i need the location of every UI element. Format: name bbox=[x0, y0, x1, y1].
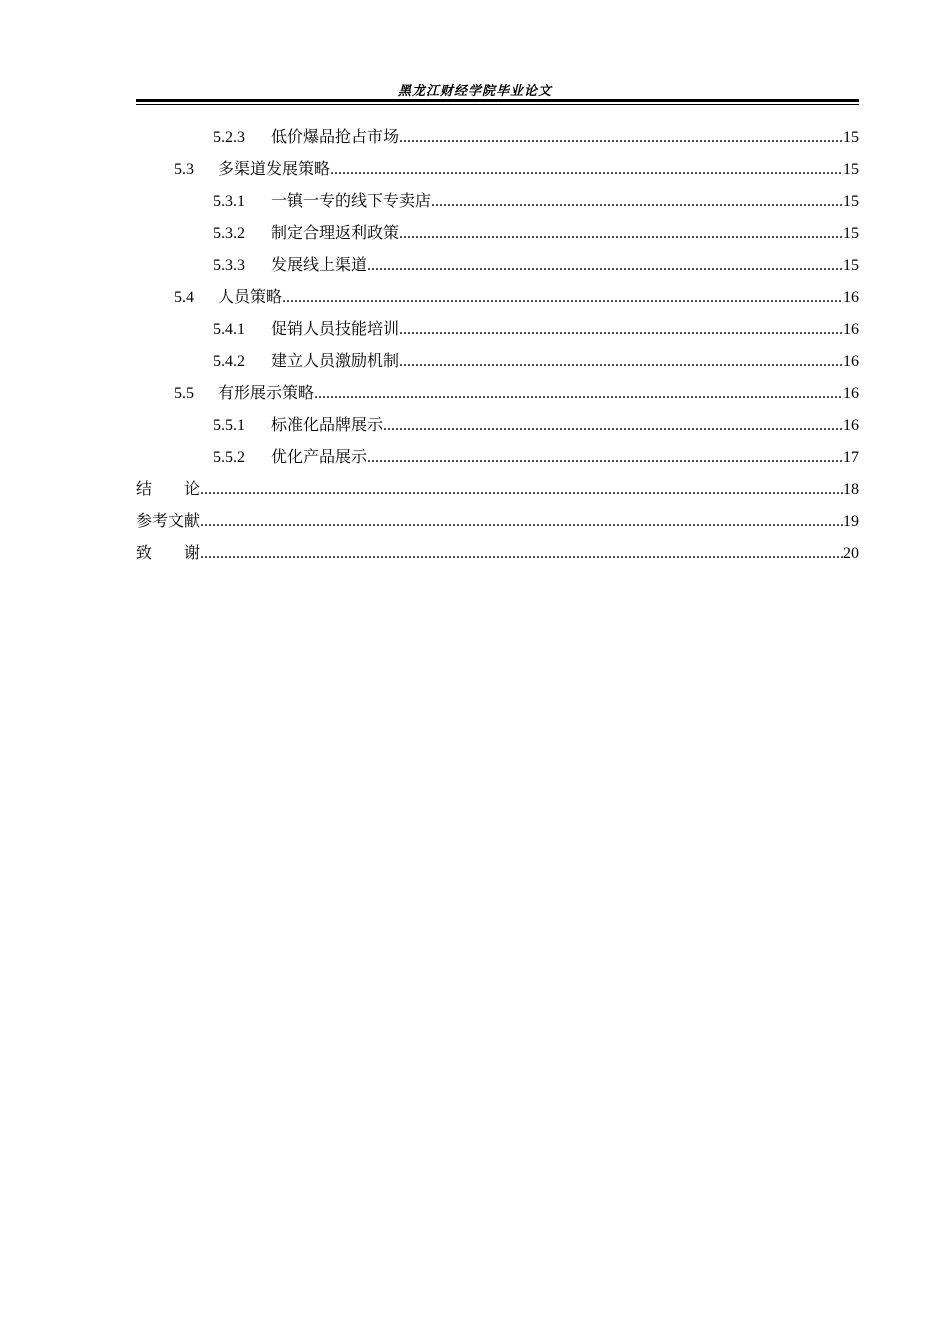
toc-entry-number: 5.4.1 bbox=[213, 321, 245, 338]
toc-entry-page: 15 bbox=[843, 225, 859, 242]
toc-leader-dots bbox=[314, 385, 843, 403]
toc-entry-label: 发展线上渠道 bbox=[271, 255, 368, 274]
toc-entry-page: 16 bbox=[843, 385, 859, 402]
toc-leader-dots bbox=[200, 513, 843, 531]
toc-entry-page: 18 bbox=[843, 481, 859, 498]
toc-entry[interactable] bbox=[136, 316, 859, 348]
toc-leader-dots bbox=[431, 193, 843, 211]
toc-entry-label: 人员策略 bbox=[218, 287, 283, 306]
toc-leader-dots bbox=[367, 449, 843, 467]
toc-entry-page: 15 bbox=[843, 161, 859, 178]
toc-entry-label: 低价爆品抢占市场 bbox=[271, 127, 400, 146]
toc-entry-label: 优化产品展示 bbox=[271, 447, 368, 466]
toc-entry-number: 5.3.3 bbox=[213, 257, 245, 274]
toc-leader-dots bbox=[200, 481, 843, 499]
toc-entry[interactable] bbox=[136, 444, 859, 476]
toc-leader-dots bbox=[200, 545, 843, 563]
toc-leader-dots bbox=[399, 353, 843, 371]
toc-entry-label: 参考文献 bbox=[136, 511, 201, 530]
toc-entry-page: 15 bbox=[843, 193, 859, 210]
header-title: 黑龙江财经学院毕业论文 bbox=[397, 84, 552, 99]
toc-entry-number: 5.5.1 bbox=[213, 417, 245, 434]
toc-entry-page: 15 bbox=[843, 129, 859, 146]
toc-entry-number: 5.5.2 bbox=[213, 449, 245, 466]
toc-entry-label: 促销人员技能培训 bbox=[271, 319, 400, 338]
toc-entry-number: 5.2.3 bbox=[213, 129, 245, 146]
toc-entry-number: 5.5 bbox=[174, 385, 194, 402]
toc-entry-label: 一镇一专的线下专卖店 bbox=[271, 191, 432, 210]
toc-entry[interactable] bbox=[136, 220, 859, 252]
toc-entry-number: 5.4.2 bbox=[213, 353, 245, 370]
toc-entry-page: 16 bbox=[843, 321, 859, 338]
toc-entry-conclusion[interactable] bbox=[136, 476, 859, 508]
toc-leader-dots bbox=[399, 321, 843, 339]
toc-entry-page: 17 bbox=[843, 449, 859, 466]
toc-entry-page: 19 bbox=[843, 513, 859, 530]
toc-entry[interactable] bbox=[136, 188, 859, 220]
toc-entry-page: 16 bbox=[843, 417, 859, 434]
toc-entry-page: 16 bbox=[843, 289, 859, 306]
toc-leader-dots bbox=[330, 161, 843, 179]
toc-entry-label: 标准化品牌展示 bbox=[271, 415, 384, 434]
toc-entry-acknowledgements[interactable] bbox=[136, 540, 859, 572]
toc-entry-label: 建立人员激励机制 bbox=[271, 351, 400, 370]
toc-entry-number: 5.3.2 bbox=[213, 225, 245, 242]
toc-entry[interactable] bbox=[136, 380, 859, 412]
toc-leader-dots bbox=[399, 129, 843, 147]
toc-entry-page: 16 bbox=[843, 353, 859, 370]
toc-entry-references[interactable] bbox=[136, 508, 859, 540]
header-rule-thick bbox=[136, 99, 859, 102]
toc-entry-label: 制定合理返利政策 bbox=[271, 223, 400, 242]
toc-entry-number: 5.3.1 bbox=[213, 193, 245, 210]
toc-entry[interactable] bbox=[136, 412, 859, 444]
toc-entry-label: 结 论 bbox=[136, 479, 201, 498]
toc-leader-dots bbox=[399, 225, 843, 243]
toc-leader-dots bbox=[282, 289, 843, 307]
toc-entry[interactable] bbox=[136, 252, 859, 284]
toc-entry-number: 5.4 bbox=[174, 289, 194, 306]
toc-entry[interactable] bbox=[136, 156, 859, 188]
toc-entry-number: 5.3 bbox=[174, 161, 194, 178]
toc-leader-dots bbox=[383, 417, 843, 435]
toc-entry[interactable] bbox=[136, 284, 859, 316]
toc-leader-dots bbox=[367, 257, 843, 275]
header-rule-thin bbox=[136, 104, 859, 105]
toc-entry[interactable] bbox=[136, 348, 859, 380]
toc-entry[interactable] bbox=[136, 124, 859, 156]
toc-entry-label: 多渠道发展策略 bbox=[218, 159, 331, 178]
toc-entry-label: 致 谢 bbox=[136, 543, 201, 562]
toc-entry-label: 有形展示策略 bbox=[218, 383, 315, 402]
toc-entry-page: 20 bbox=[843, 545, 859, 562]
table-of-contents bbox=[136, 124, 859, 572]
toc-entry-page: 15 bbox=[843, 257, 859, 274]
